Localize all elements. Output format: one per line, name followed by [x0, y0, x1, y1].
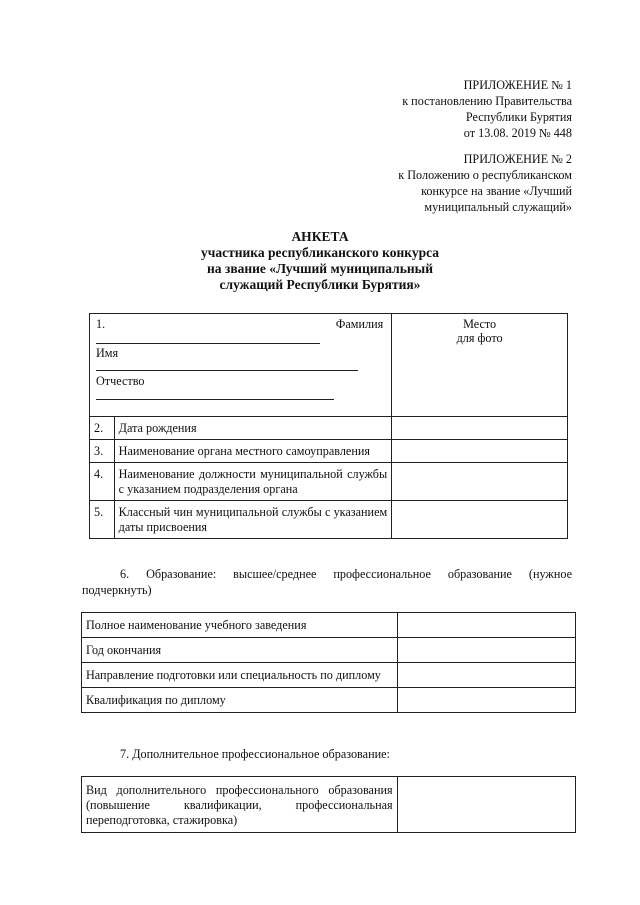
section-6-paragraph	[82, 566, 572, 598]
surname-field[interactable]	[96, 343, 320, 344]
table-row	[90, 417, 568, 440]
additional-education-field[interactable]	[397, 777, 575, 833]
appendix-1-line: Республики Бурятия	[465, 110, 572, 124]
institution-field[interactable]	[397, 613, 575, 638]
appendix-2-line: муниципальный служащий»	[424, 200, 572, 214]
section-6-text: 6. Образование: высшее/среднее профессиональное образование (нужное подчеркнуть)	[82, 567, 572, 597]
appendix-1-line: от 13.08. 2019 № 448	[463, 126, 572, 140]
appendix-1-header	[402, 77, 572, 141]
organ-name-field[interactable]	[392, 440, 568, 463]
row-number: 1.	[96, 317, 106, 331]
appendix-2-line: конкурсе на звание «Лучший	[421, 184, 572, 198]
title-line: на звание «Лучший муниципальный	[207, 261, 433, 276]
title-line: АНКЕТА	[291, 229, 349, 244]
table-row	[82, 777, 576, 833]
surname-label: Фамилия	[335, 317, 384, 331]
birth-date-label: Дата рождения	[114, 417, 392, 440]
graduation-year-field[interactable]	[397, 638, 575, 663]
patronymic-label: Отчество	[96, 374, 145, 388]
appendix-2-line: к Положению о республиканском	[398, 168, 572, 182]
title-line: участника республиканского конкурса	[200, 245, 439, 260]
qualification-field[interactable]	[397, 688, 575, 713]
additional-education-table	[81, 776, 576, 833]
table-row	[90, 314, 568, 417]
table-row	[82, 613, 576, 638]
graduation-year-label: Год окончания	[82, 638, 398, 663]
institution-label: Полное наименование учебного заведения	[82, 613, 398, 638]
table-row	[90, 463, 568, 501]
row-number: 3.	[90, 440, 115, 463]
name-field[interactable]	[96, 370, 358, 371]
section-7-paragraph	[82, 746, 572, 762]
photo-label: Место	[463, 317, 497, 331]
appendix-2-line: ПРИЛОЖЕНИЕ № 2	[463, 152, 572, 166]
section-7-text: 7. Дополнительное профессиональное образование:	[120, 747, 390, 761]
class-rank-label: Классный чин муниципальной службы с указанием даты присвоения	[114, 501, 392, 539]
full-name-cell	[90, 314, 392, 417]
name-label: Имя	[96, 346, 119, 360]
title-line: служащий Республики Бурятия»	[219, 277, 421, 292]
appendix-2-header	[398, 151, 572, 215]
row-number: 4.	[90, 463, 115, 501]
photo-placeholder[interactable]	[392, 314, 568, 417]
participant-info-table	[89, 313, 568, 539]
position-label: Наименование должности муниципальной службы с указанием подразделения органа	[114, 463, 392, 501]
position-field[interactable]	[392, 463, 568, 501]
table-row	[82, 688, 576, 713]
specialty-label: Направление подготовки или специальность по диплому	[82, 663, 398, 688]
appendix-1-line: к постановлению Правительства	[402, 94, 572, 108]
row-number: 5.	[90, 501, 115, 539]
education-table	[81, 612, 576, 713]
table-row	[90, 501, 568, 539]
table-row	[82, 638, 576, 663]
class-rank-field[interactable]	[392, 501, 568, 539]
photo-label: для фото	[456, 331, 503, 345]
row-number: 2.	[90, 417, 115, 440]
table-row	[82, 663, 576, 688]
qualification-label: Квалификация по диплому	[82, 688, 398, 713]
appendix-1-line: ПРИЛОЖЕНИЕ № 1	[463, 78, 572, 92]
organ-name-label: Наименование органа местного самоуправления	[114, 440, 392, 463]
form-title	[0, 229, 640, 293]
birth-date-field[interactable]	[392, 417, 568, 440]
patronymic-field[interactable]	[96, 399, 334, 400]
additional-education-label: Вид дополнительного профессионального образования (повышение квалификации, профессиональная переподготовка, стажировка)	[82, 777, 398, 833]
table-row	[90, 440, 568, 463]
specialty-field[interactable]	[397, 663, 575, 688]
